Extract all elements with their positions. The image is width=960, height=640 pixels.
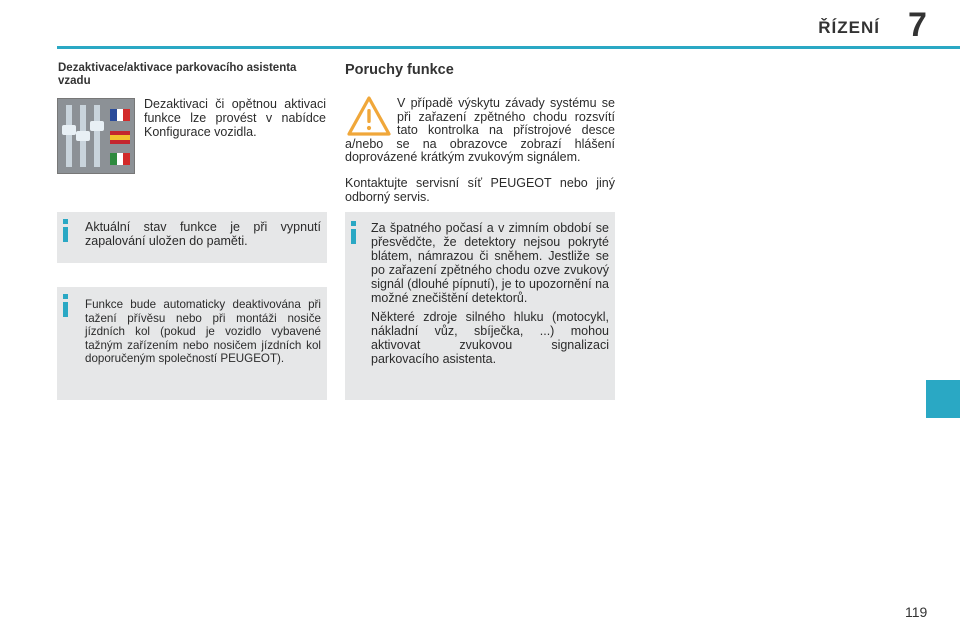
chapter-side-tab xyxy=(926,380,960,418)
section-heading-deactivation: Dezaktivace/aktivace parkovacího asistenta vzadu xyxy=(58,62,297,87)
info-text-trailer: Funkce bude automaticky deaktivována při tažení přívěsu nebo při montáži nosiče jízdních kol (pokud je vozidlo vybavené tažným zařízením nebo nosičem jízdních kol doporučeným společností PEUGEOT). xyxy=(85,298,321,365)
header-rule xyxy=(57,46,960,49)
info-box-weather xyxy=(345,212,615,400)
noise-paragraph: Některé zdroje silného hluku (motocykl, nákladní vůz, sbíječka, ...) mohou aktivovat zvukovou signalizaci parkovacího asistenta. xyxy=(371,310,609,366)
deactivation-description: Dezaktivaci či opětnou aktivaci funkce lze provést v nabídce Konfigurace vozidla. xyxy=(144,97,326,139)
header-title: ŘÍZENÍ xyxy=(818,18,880,37)
configuration-menu-thumbnail xyxy=(57,98,135,174)
info-text-memory: Aktuální stav funkce je při vypnutí zapalování uložen do paměti. xyxy=(85,220,321,248)
info-box-trailer xyxy=(57,287,327,400)
fault-description xyxy=(345,97,615,165)
page-number: 119 xyxy=(905,604,928,620)
info-box-memory xyxy=(57,212,327,263)
fault-text: V případě výskytu závady systému se při zařazení zpětného chodu rozsvítí tato kontrolka na přístrojové desce a/nebo se na obrazovce zobrazí hlášení doprovázené krátkým zvukovým signálem. xyxy=(345,96,615,164)
info-icon xyxy=(63,294,68,317)
weather-paragraph: Za špatného počasí a v zimním období se přesvědčte, že detektory nejsou pokryté blátem, námrazou či sněhem. Jestliže se po zařazení zpětného chodu ozve zvukový signál (dlouhé pípnutí), je to upozornění na možné znečištění detektorů. xyxy=(371,221,609,305)
info-icon xyxy=(63,219,68,242)
info-text-weather xyxy=(371,221,609,371)
contact-service-text: Kontaktujte servisní síť PEUGEOT nebo jiný odborný servis. xyxy=(345,176,615,204)
info-icon xyxy=(351,221,356,244)
chapter-number: 7 xyxy=(908,6,927,44)
section-heading-faults: Poruchy funkce xyxy=(345,62,454,78)
